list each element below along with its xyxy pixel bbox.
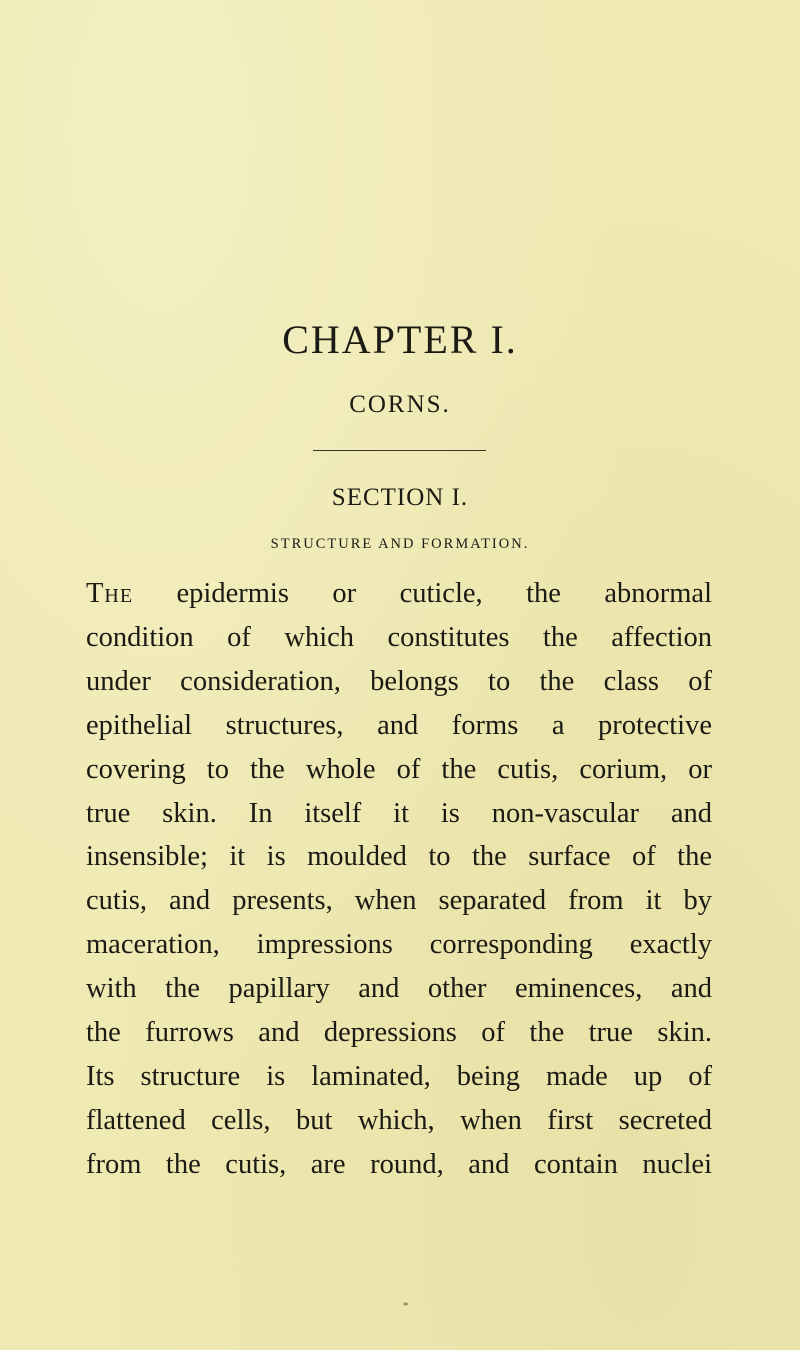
- section-subtitle: STRUCTURE AND FORMATION.: [270, 536, 530, 552]
- body-line-4: epithelial structures, and forms a protective: [86, 709, 712, 741]
- opening-word: The: [86, 578, 134, 609]
- body-line-11: the furrows and depressions of the true skin.: [86, 1017, 712, 1049]
- chapter-title: CHAPTER I.: [282, 317, 518, 362]
- body-line-14: from the cutis, are round, and contain nuclei: [86, 1148, 712, 1180]
- body-line-5: covering to the whole of the cutis, corium, or: [86, 753, 712, 785]
- body-line-8: cutis, and presents, when separated from it by: [86, 885, 712, 917]
- body-line-1: [86, 572, 712, 616]
- body-line-13: flattened cells, but which, when first secreted: [86, 1104, 712, 1136]
- section-title: SECTION I.: [331, 484, 469, 511]
- signature-mark: *: [403, 1300, 409, 1312]
- body-line-1-text: epidermis or cuticle, the abnormal: [133, 578, 712, 609]
- body-line-10: with the papillary and other eminences, and: [86, 973, 712, 1005]
- body-line-9: maceration, impressions corresponding exactly: [86, 929, 712, 961]
- body-line-7: insensible; it is moulded to the surface of the: [86, 841, 712, 873]
- chapter-subtitle: CORNS.: [349, 391, 451, 418]
- body-line-6: true skin. In itself it is non-vascular and: [86, 797, 712, 829]
- body-paragraph: [86, 572, 712, 1187]
- body-line-12: Its structure is laminated, being made up of: [86, 1060, 712, 1092]
- divider-rule: [313, 450, 486, 451]
- body-line-3: under consideration, belongs to the class of: [86, 665, 712, 697]
- body-line-2: condition of which constitutes the affection: [86, 621, 712, 653]
